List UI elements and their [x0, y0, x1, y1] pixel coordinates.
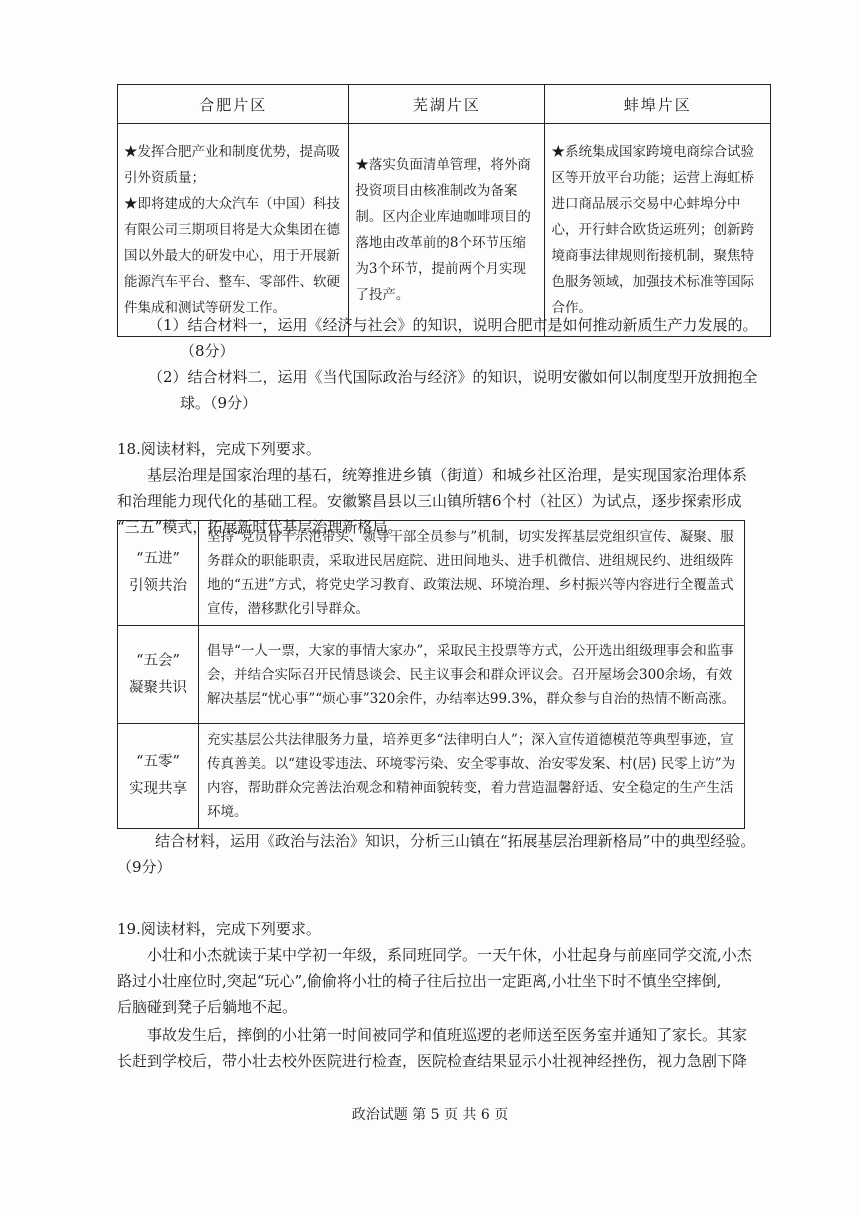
- q19-title: 19.阅读材料，完成下列要求。: [117, 920, 321, 938]
- row-text: 充实基层公共法律服务力量，培养更多“法律明白人”；深入宣传道德模范等典型事迹，宣传真善美。以“建设零违法、环境零污染、安全零事故、治安零发案、村(居) 民零上访”为内容，帮助群众完善法治观念和精神面貌转变，着力营造温馨舒适、安全稳定的生产生活环境。: [199, 724, 745, 829]
- page-footer: 政治试题 第 5 页 共 6 页: [351, 1107, 509, 1123]
- material-table-pilot-zones: [117, 84, 771, 337]
- q17-sub1: （1）结合材料一，运用《经济与社会》的知识，说明合肥市是如何推动新质生产力发展的。 （8分）: [148, 316, 758, 360]
- cell-bengbu: ★系统集成国家跨境电商综合试验区等开放平台功能；运营上海虹桥进口商品展示交易中心蚌埠分中心，开行蚌合欧货运班列；创新跨境商事法律规则衔接机制，聚焦特色服务领域，加强技术标准等国际合作。: [545, 124, 771, 337]
- cell-hefei: ★发挥合肥产业和制度优势，提高吸引外资质量； ★即将建成的大众汽车（中国）科技有限公司三期项目将是大众集团在德国以外最大的研发中心，用于开展新能源汽车平台、整车、零部件、软硬件集成和测试等研发工作。: [118, 124, 349, 337]
- material-table-three-five-model: [117, 520, 745, 829]
- q19-paragraph-2: 事故发生后，摔倒的小壮第一时间被同学和值班巡逻的老师送至医务室并通知了家长。其家 长赶到学校后，带小壮去校外医院进行检查，医院检查结果显示小壮视神经挫伤，视力急剧下降: [117, 1026, 748, 1070]
- row-text: 倡导“一人一票，大家的事情大家办”，采取民主投票等方式，公开选出组级理事会和监事会，并结合实际召开民情恳谈会、民主议事会和群众评议会。召开屋场会300余场，有效解决基层“忧心事”“烦心事”320余件，办结率达99.3%，群众参与自治的热情不断高涨。: [199, 626, 745, 724]
- table-row: [118, 724, 745, 829]
- table-row: [118, 521, 745, 626]
- header-wuhu: 芜湖片区: [349, 85, 545, 124]
- header-hefei: 合肥片区: [118, 85, 349, 124]
- header-bengbu: 蚌埠片区: [545, 85, 771, 124]
- q17-sub2: （2）结合材料二，运用《当代国际政治与经济》的知识，说明安徽如何以制度型开放拥抱全 球。（9分）: [148, 368, 758, 412]
- row-text: 坚持“党员骨干示范带头、领导干部全员参与”机制，切实发挥基层党组织宣传、凝聚、服务群众的职能职责，采取进民居庭院、进田间地头、进手机微信、进组规民约、进组级阵地的“五进”方式，将党史学习教育、政策法规、环境治理、乡村振兴等内容进行全覆盖式宣传，潜移默化引导群众。: [199, 521, 745, 626]
- q18-title: 18.阅读材料，完成下列要求。: [117, 440, 321, 458]
- q18-requirement: 结合材料，运用《政治与法治》知识，分析三山镇在“拓展基层治理新格局”中的典型经验。 （9分）: [117, 832, 756, 876]
- cell-wuhu: ★落实负面清单管理，将外商投资项目由核准制改为备案制。区内企业库迪咖啡项目的落地由改革前的8个环节压缩为3个环节，提前两个月实现了投产。: [349, 124, 545, 337]
- row-label: “五零” 实现共享: [118, 724, 199, 829]
- q19-paragraph-1: 小壮和小杰就读于某中学初一年级，系同班同学。一天午休，小壮起身与前座同学交流,小杰 路过小壮座位时,突起“玩心”,偷偷将小壮的椅子往后拉出一定距离,小壮坐下时不慎坐空摔倒, 后脑碰到凳子后躺地不起。: [117, 946, 752, 1016]
- q18-intro: 基层治理是国家治理的基石，统筹推进乡镇（街道）和城乡社区治理，是实现国家治理体系 和治理能力现代化的基础工程。安徽繁昌县以三山镇所辖6个村（社区）为试点，逐步探索形成 “三五”模式，拓展新时代基层治理新格局。: [117, 466, 748, 536]
- row-label: “五会” 凝聚共识: [118, 626, 199, 724]
- row-label: “五进” 引领共治: [118, 521, 199, 626]
- table-row: [118, 626, 745, 724]
